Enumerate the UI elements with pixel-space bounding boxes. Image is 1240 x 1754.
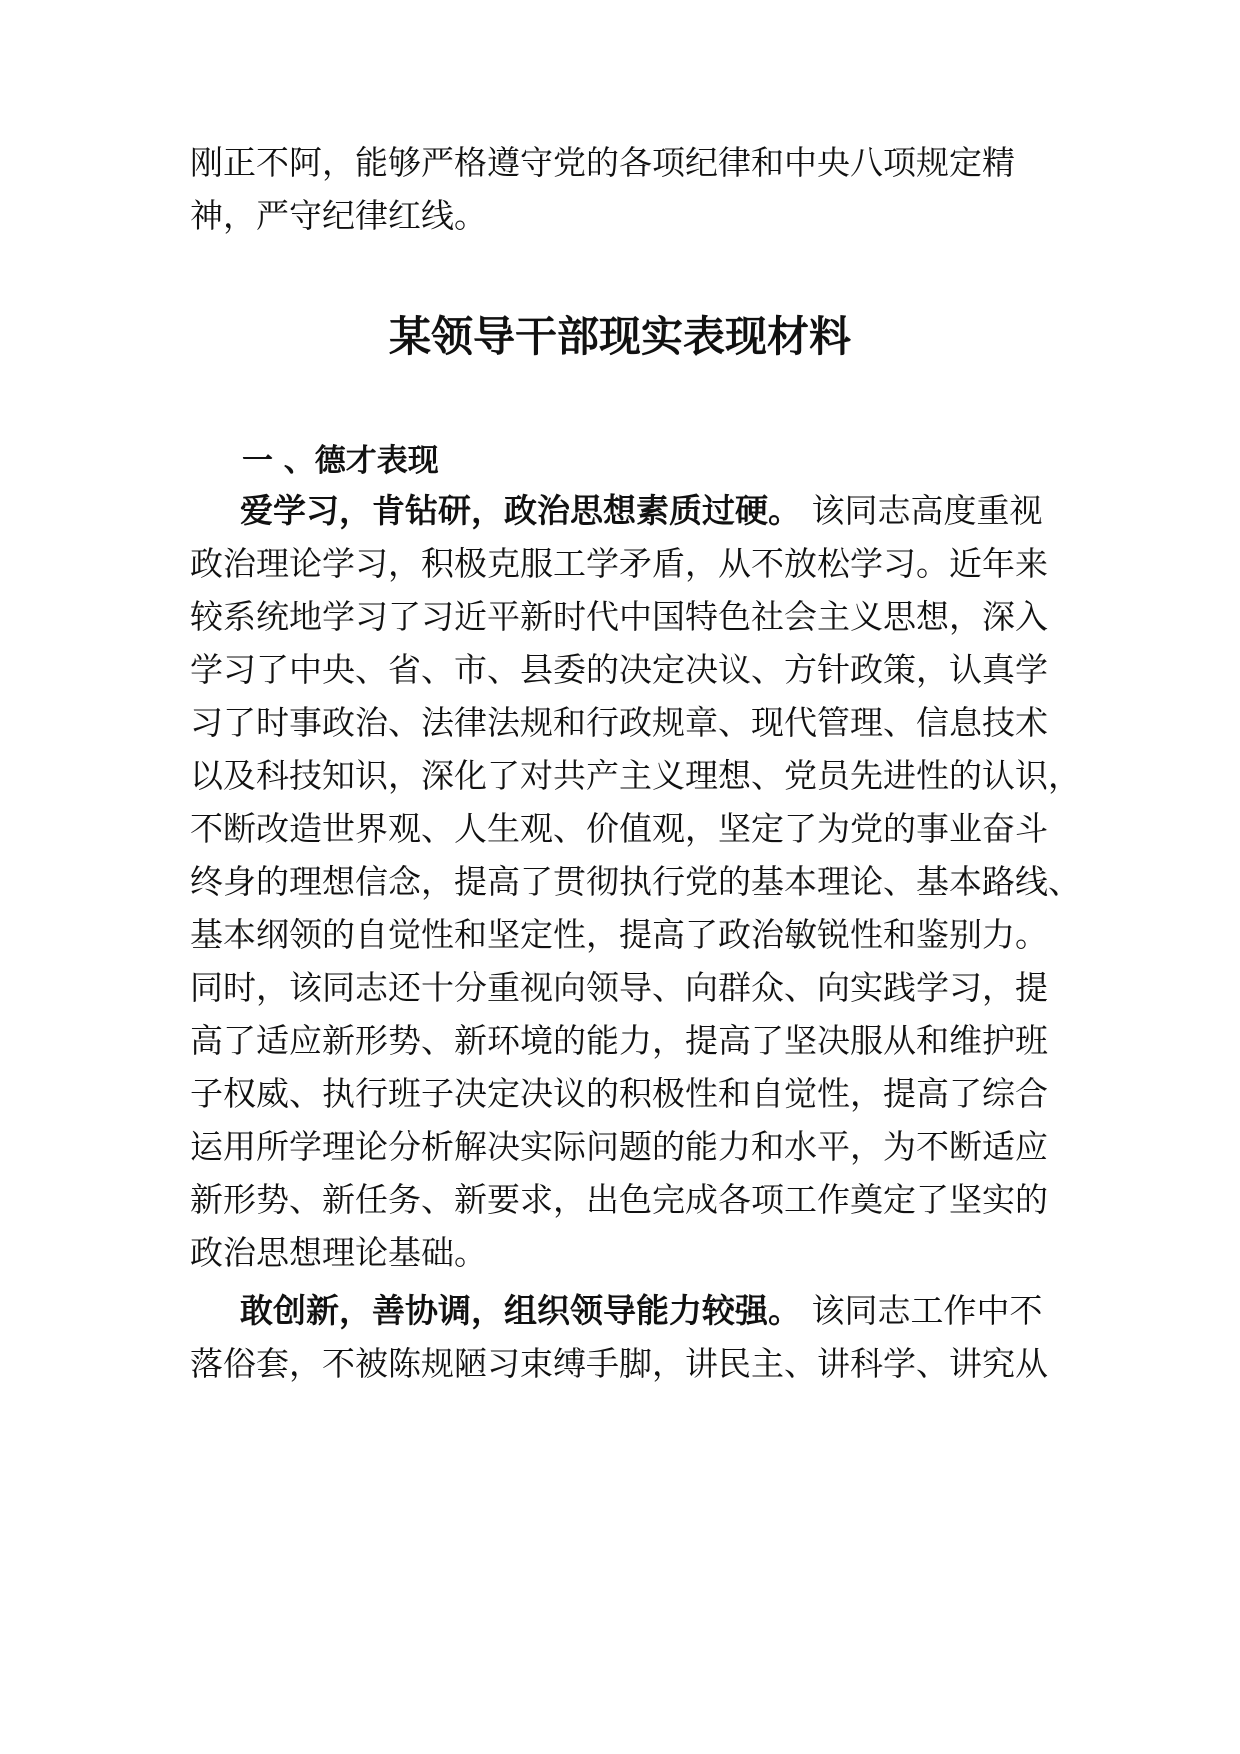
body-text-line: 习了时事政治、法律法规和行政规章、现代管理、信息技术 xyxy=(190,703,1048,742)
body-text-line: 终身的理想信念，提高了贯彻执行党的基本理论、基本路线、 xyxy=(190,862,1081,901)
body-text-line: 新形势、新任务、新要求，出色完成各项工作奠定了坚实的 xyxy=(190,1180,1048,1219)
section-heading: 一 、德才表现 xyxy=(242,443,439,479)
paragraph-first-line xyxy=(240,1291,1043,1331)
body-text-line: 政治理论学习，积极克服工学矛盾，从不放松学习。近年来 xyxy=(190,544,1048,583)
document-title: 某领导干部现实表现材料 xyxy=(388,312,851,361)
paragraph-text: 该同志高度重视 xyxy=(801,491,1043,530)
body-text-line: 刚正不阿，能够严格遵守党的各项纪律和中央八项规定精 xyxy=(190,143,1015,182)
body-text-line: 政治思想理论基础。 xyxy=(190,1233,487,1272)
body-text-line: 不断改造世界观、人生观、价值观，坚定了为党的事业奋斗 xyxy=(190,809,1048,848)
body-text-line: 子权威、执行班子决定决议的积极性和自觉性，提高了综合 xyxy=(190,1074,1048,1113)
body-text-line: 学习了中央、省、市、县委的决定决议、方针政策，认真学 xyxy=(190,650,1048,689)
body-text-line: 基本纲领的自觉性和坚定性，提高了政治敏锐性和鉴别力。 xyxy=(190,915,1048,954)
paragraph-lead: 爱学习，肯钻研，政治思想素质过硬。 xyxy=(240,491,801,530)
body-text-line: 高了适应新形势、新环境的能力，提高了坚决服从和维护班 xyxy=(190,1021,1048,1060)
paragraph-first-line xyxy=(240,491,1043,531)
body-text-line: 较系统地学习了习近平新时代中国特色社会主义思想，深入 xyxy=(190,597,1048,636)
body-text-line: 落俗套，不被陈规陋习束缚手脚，讲民主、讲科学、讲究从 xyxy=(190,1344,1048,1383)
body-text-line: 神，严守纪律红线。 xyxy=(190,196,487,235)
paragraph-text: 该同志工作中不 xyxy=(801,1291,1043,1330)
body-text-line: 同时，该同志还十分重视向领导、向群众、向实践学习，提 xyxy=(190,968,1048,1007)
body-text-line: 运用所学理论分析解决实际问题的能力和水平，为不断适应 xyxy=(190,1127,1048,1166)
body-text-line: 以及科技知识，深化了对共产主义理想、党员先进性的认识， xyxy=(190,756,1081,795)
paragraph-lead: 敢创新，善协调，组织领导能力较强。 xyxy=(240,1291,801,1330)
